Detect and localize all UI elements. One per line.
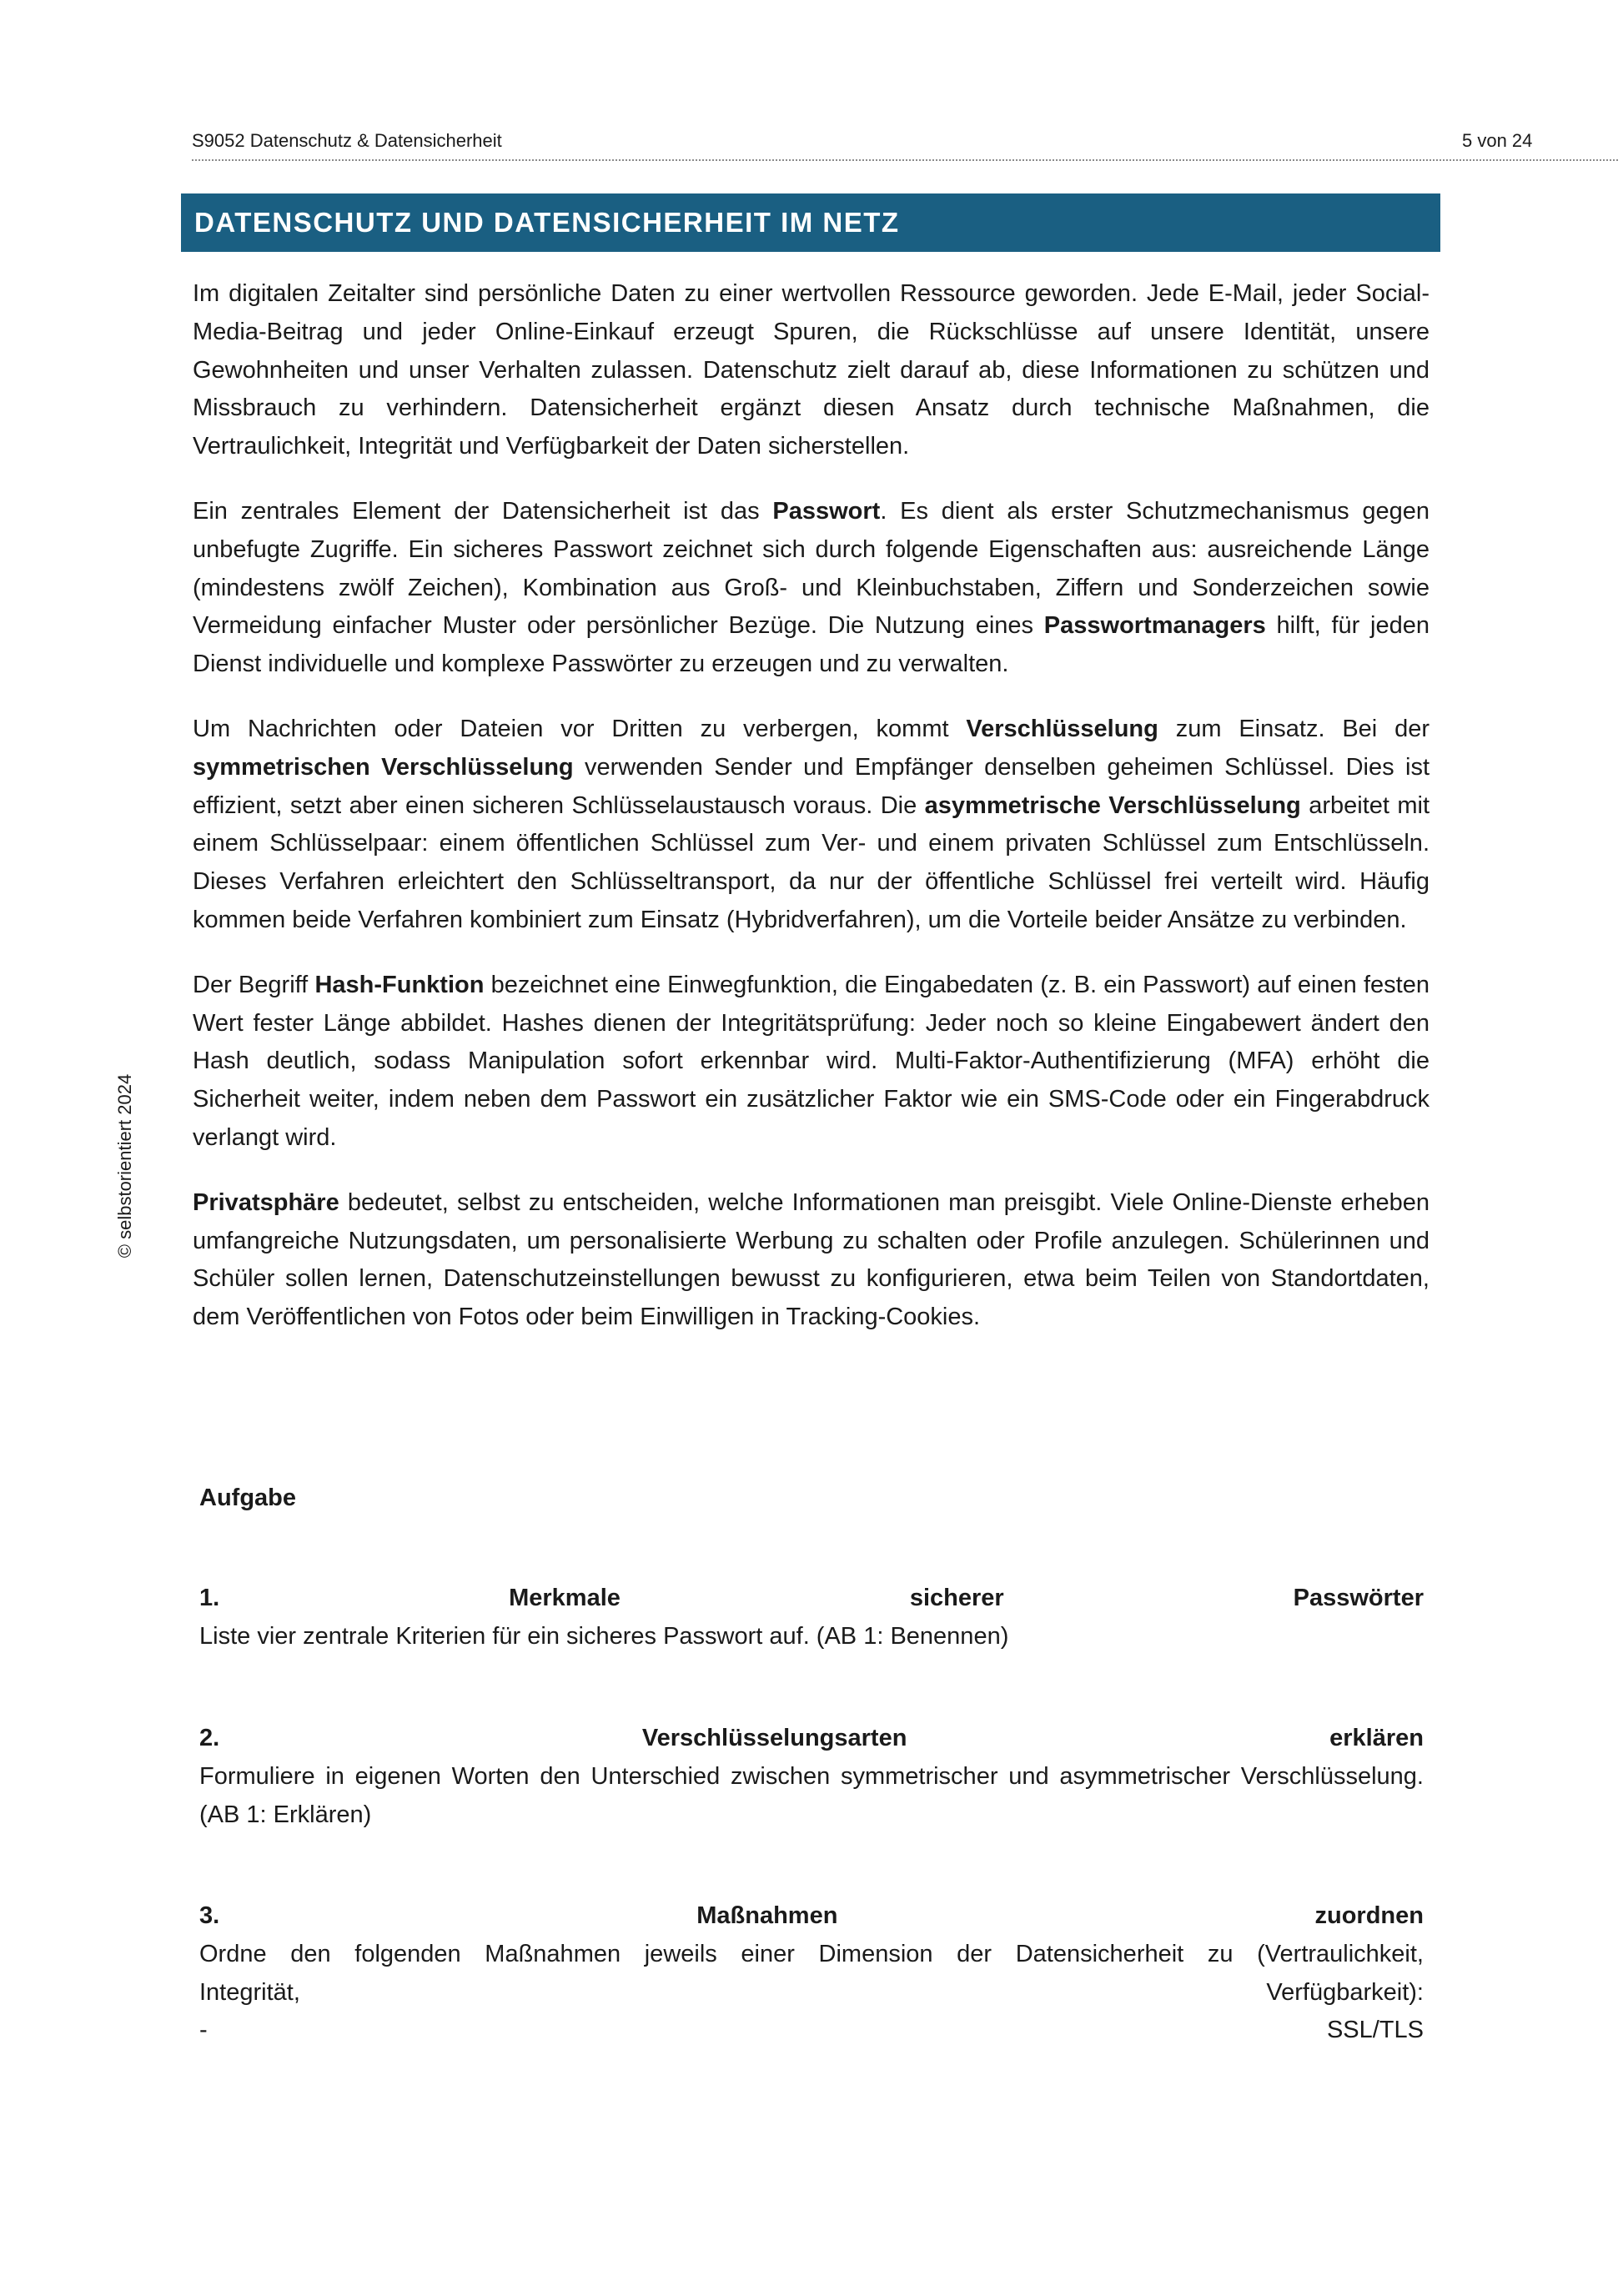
- text-run: . Es dient als erster Schutzmechanismus gegen unbefugte Zugriffe. Ein sicheres Passwort zeichnet sich durch folgende Eigenschaften aus: ausreichende Länge (mindestens zwölf Zeichen), Kombination aus Groß- und Kleinbuchstaben, Ziffern und Sonderzeichen sowie Vermeidung einfacher Muster oder persönlicher Bezüge. Die Nutzung eines: [193, 497, 1430, 640]
- heading-word: sicherer: [909, 1585, 1004, 1611]
- task-3-line-2: [199, 1974, 1424, 2012]
- page-number: 5 von 24: [1462, 130, 1533, 151]
- paragraph-hash: [193, 967, 1430, 1158]
- running-header: [192, 129, 1618, 161]
- term-verschluesselung: Verschlüsselung: [966, 715, 1158, 742]
- paragraph-intro: Im digitalen Zeitalter sind persönliche Daten zu einer wertvollen Ressource geworden. Jede E-Mail, jeder Social-Media-Beitrag und jeder Online-Einkauf erzeugt Spuren, die Rückschlüsse auf unsere Identität, unsere Gewohnheiten und unser Verhalten zulassen. Datenschutz zielt darauf ab, diese Informationen zu schützen und Missbrauch zu verhindern. Datensicherheit ergänzt diesen Ansatz durch technische Maßnahmen, die Vertraulichkeit, Integrität und Verfügbarkeit der Daten sicherstellen.: [193, 280, 1430, 460]
- task-2: [199, 1720, 1424, 1834]
- term-hash-funktion: Hash-Funktion: [314, 971, 485, 998]
- section-title: DATENSCHUTZ UND DATENSICHERHEIT IM NETZ: [181, 193, 1440, 252]
- measure-ssl-tls: SSL/TLS: [1326, 2017, 1424, 2044]
- term-symmetrisch: symmetrischen Verschlüsselung: [193, 753, 574, 781]
- task-2-heading: [199, 1720, 1424, 1758]
- dimension-integritaet: Integrität,: [199, 1978, 300, 2006]
- term-privatsphaere: Privatsphäre: [193, 1188, 339, 1216]
- heading-word: zuordnen: [1314, 1902, 1424, 1929]
- copyright-text: © selbstorientiert 2024: [114, 1073, 135, 1259]
- body-text: [193, 275, 1430, 1364]
- text-run: bezeichnet eine Einwegfunktion, die Eingabedaten (z. B. ein Passwort) auf einen festen Wert fester Länge abbildet. Hashes dienen der Integritätsprüfung: Jeder noch so kleine Eingabewert ändert den Hash deutlich, sodass Manipulation sofort erkennbar wird. Multi-Faktor-Authentifizierung (MFA) erhöht die Sicherheit weiter, indem neben dem Passwort ein zusätzlicher Faktor wie ein SMS-Code oder ein Fingerabdruck verlangt wird.: [193, 971, 1430, 1151]
- text-run: Um Nachrichten oder Dateien vor Dritten zu verbergen, kommt: [193, 715, 967, 742]
- heading-word: Maßnahmen: [696, 1902, 838, 1929]
- task-1: [199, 1580, 1424, 1656]
- task-1-description: Liste vier zentrale Kriterien für ein sicheres Passwort auf. (AB 1: Benennen): [199, 1622, 1009, 1650]
- task-3: [199, 1897, 1424, 2050]
- paragraph-encryption: [193, 711, 1430, 940]
- task-number: 2.: [199, 1725, 220, 1751]
- dimension-verfuegbarkeit: Verfügbarkeit):: [1266, 1978, 1424, 2006]
- term-asymmetrisch: asymmetrische Verschlüsselung: [924, 791, 1301, 819]
- term-passwortmanager: Passwortmanagers: [1043, 612, 1266, 640]
- task-1-heading: [199, 1580, 1424, 1618]
- heading-word: erklären: [1329, 1725, 1424, 1751]
- heading-word: Verschlüsselungsarten: [641, 1725, 907, 1751]
- task-2-description: Formuliere in eigenen Worten den Unterschied zwischen symmetrischer und asymmetrischer Verschlüsselung. (AB 1: Erklären): [199, 1762, 1424, 1828]
- document-title: S9052 Datenschutz & Datensicherheit: [192, 130, 502, 151]
- heading-word: Merkmale: [509, 1585, 621, 1611]
- paragraph-privacy: [193, 1184, 1430, 1337]
- text-run: Ein zentrales Element der Datensicherheit ist das: [193, 497, 773, 525]
- text-run: zum Einsatz. Bei der: [1158, 715, 1430, 742]
- task-3-line-3: [199, 2012, 1424, 2050]
- heading-word: Passwörter: [1293, 1585, 1424, 1611]
- task-number: 3.: [199, 1902, 220, 1929]
- aufgabe-label: Aufgabe: [199, 1485, 296, 1511]
- task-3-heading: [199, 1897, 1424, 1936]
- text-run: Der Begriff: [193, 971, 315, 998]
- task-3-description: Ordne den folgenden Maßnahmen jeweils einer Dimension der Datensicherheit zu (Vertraulichkeit,: [199, 1940, 1424, 1967]
- paragraph-password: [193, 493, 1430, 684]
- text-run: verwenden Sender und Empfänger denselben geheimen Schlüssel. Dies ist effizient, setzt aber einen sicheren Schlüsselaustausch voraus. Die: [193, 753, 1430, 819]
- list-dash: -: [199, 2017, 208, 2044]
- text-run: bedeutet, selbst zu entscheiden, welche Informationen man preisgibt. Viele Online-Dienste erheben umfangreiche Nutzungsdaten, um personalisierte Werbung zu schalten oder Profile anzulegen. Schülerinnen und Schüler sollen lernen, Datenschutzeinstellungen bewusst zu konfigurieren, etwa beim Teilen von Standortdaten, dem Veröffentlichen von Fotos oder beim Einwilligen in Tracking-Cookies.: [193, 1188, 1430, 1331]
- task-number: 1.: [199, 1585, 220, 1611]
- text-run: arbeitet mit einem Schlüsselpaar: einem öffentlichen Schlüssel zum Ver- und einem privaten Schlüssel zum Entschlüsseln. Dieses Verfahren erleichtert den Schlüsseltransport, da nur der öffentliche Schlüssel frei verteilt wird. Häufig kommen beide Verfahren kombiniert zum Einsatz (Hybridverfahren), um die Vorteile beider Ansätze zu verbinden.: [193, 791, 1430, 933]
- text-run: hilft, für jeden Dienst individuelle und komplexe Passwörter zu erzeugen und zu verwalten.: [193, 612, 1430, 678]
- term-passwort: Passwort: [772, 497, 881, 525]
